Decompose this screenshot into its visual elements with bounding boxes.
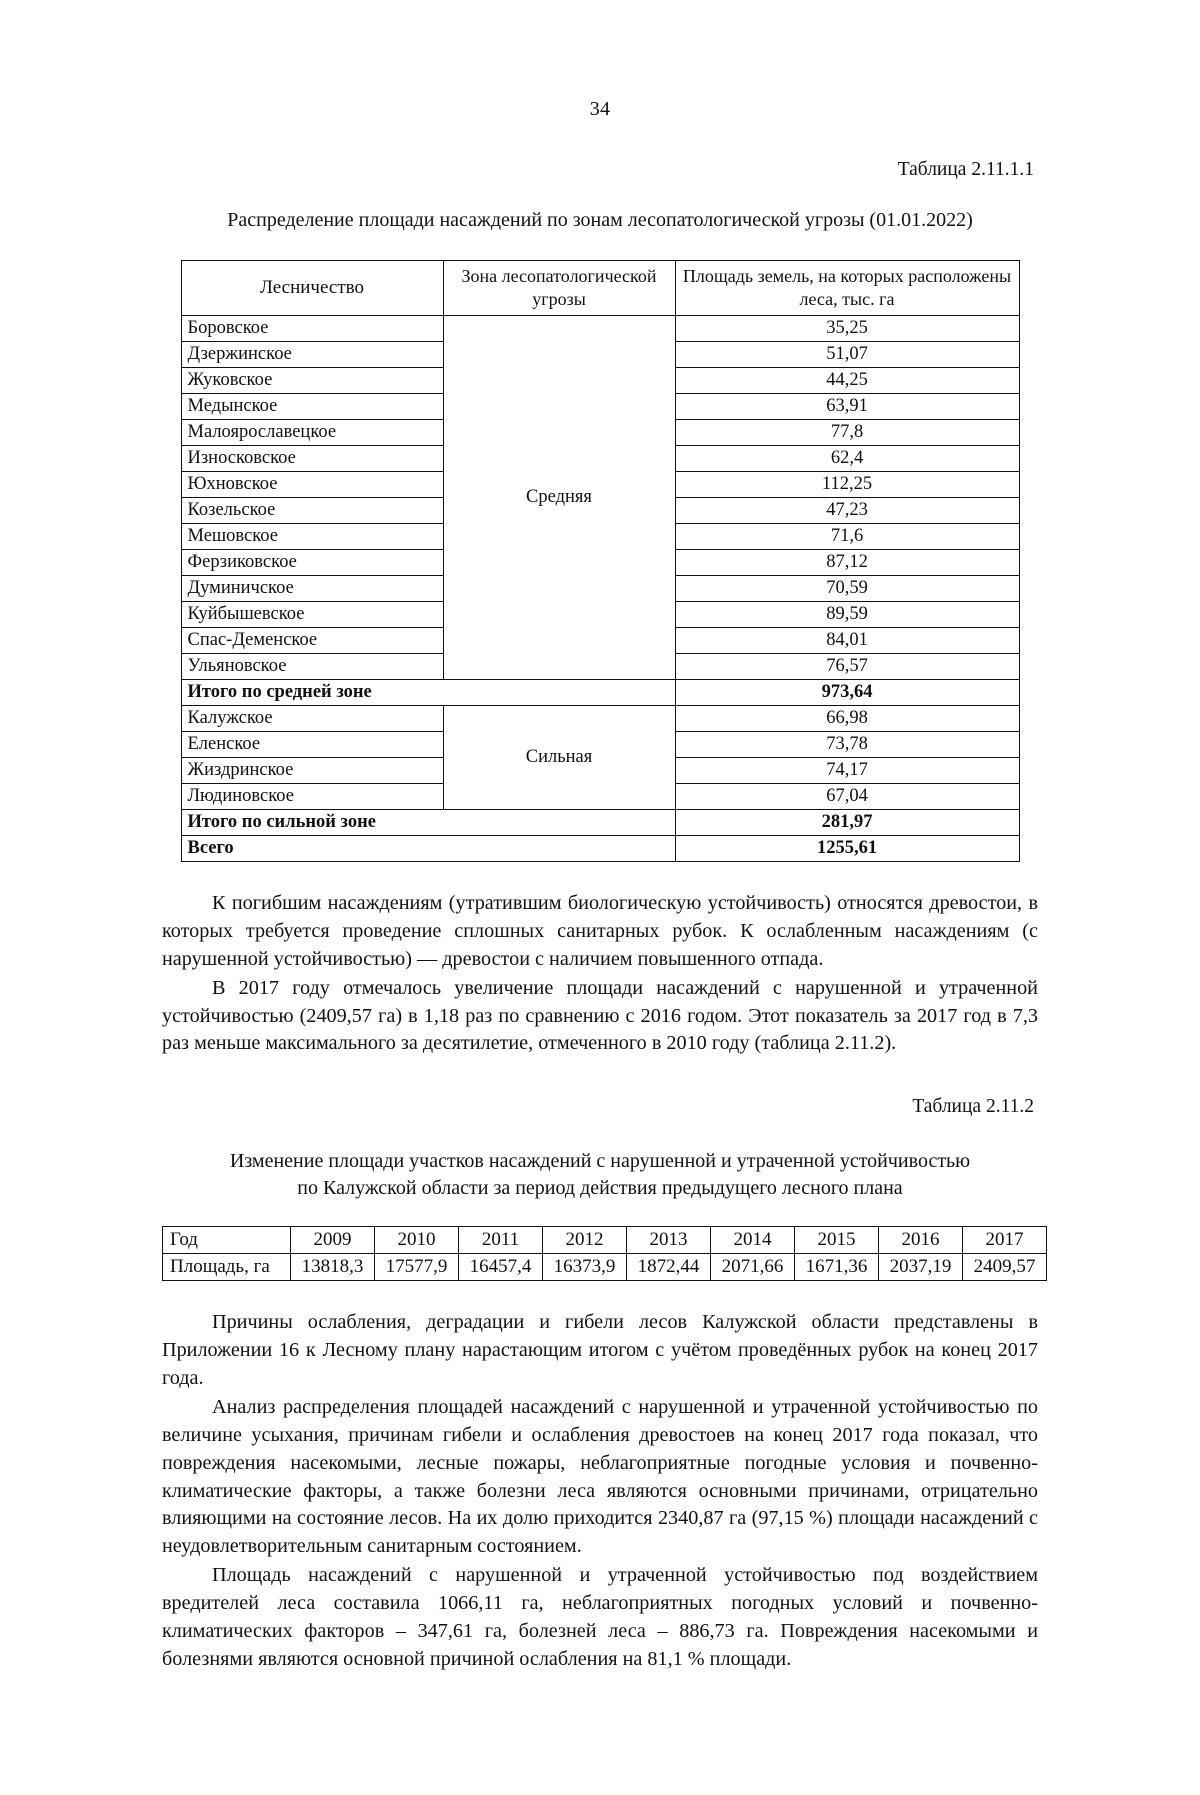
cell-lesnichestvo: Износковское [181, 446, 443, 472]
cell-year: 2012 [543, 1227, 627, 1254]
paragraph: В 2017 году отмечалось увеличение площади насаждений с нарушенной и утраченной устойчивостью (2409,57 га) в 1,18 раз по сравнению с 2016 годом. Этот показатель за 2017 год в 7,3 раз меньше максимального за десятилетие, отмеченного в 2010 году (таблица 2.11.2). [162, 976, 1038, 1055]
cell-lesnichestvo: Мешовское [181, 524, 443, 550]
cell-area: 66,98 [675, 706, 1019, 732]
cell-area: 89,59 [675, 602, 1019, 628]
cell-year: 2016 [879, 1227, 963, 1254]
table2-caption: Таблица 2.11.2 [912, 1096, 1034, 1118]
cell-area: 70,59 [675, 576, 1019, 602]
cell-year: 2009 [291, 1227, 375, 1254]
cell-area: 63,91 [675, 394, 1019, 420]
cell-lesnichestvo: Жуковское [181, 368, 443, 394]
cell-lesnichestvo: Дзержинское [181, 342, 443, 368]
cell-year: 2013 [627, 1227, 711, 1254]
cell-area: 74,17 [675, 758, 1019, 784]
page-content [162, 159, 1038, 1674]
header-zone: Зона лесопатологической угрозы [443, 261, 675, 316]
paragraph: К погибшим насаждениям (утратившим биологическую устойчивость) относятся древостои, в которых требуется проведение сплошных санитарных рубок. К ослабленным насаждениям (с нарушенной устойчивостью) — древостои с наличием повышенного отпада. [162, 892, 1038, 970]
cell-year: 2015 [795, 1227, 879, 1254]
cell-zone-strong: Сильная [443, 706, 675, 810]
cell-area: 71,6 [675, 524, 1019, 550]
table1-title: Распределение площади насаждений по зонам лесопатологической угрозы (01.01.2022) [227, 209, 973, 231]
cell-area-value: 2071,66 [711, 1254, 795, 1281]
header-area: Площадь земель, на которых расположены леса, тыс. га [675, 261, 1019, 316]
paragraphs-after-table2 [162, 1309, 1038, 1673]
table2-title-line2: по Калужской области за период действия предыдущего лесного плана [297, 1177, 903, 1200]
cell-area-value: 13818,3 [291, 1254, 375, 1281]
cell-lesnichestvo: Еленское [181, 732, 443, 758]
table2-title-line1: Изменение площади участков насаждений с нарушенной и утраченной устойчивостью [229, 1150, 971, 1173]
cell-area: 76,57 [675, 654, 1019, 680]
table-row-total-medium [181, 680, 1019, 706]
cell-year: 2010 [375, 1227, 459, 1254]
paragraph: Площадь насаждений с нарушенной и утраченной устойчивостью под воздействием вредителей леса составила 1066,11 га, неблагоприятных погодных условий и почвенно-климатических факторов – 347,61 га, болезней леса – 886,73 га. Повреждения насекомыми и болезнями являются основной причиной ослабления на 81,1 % площади. [162, 1564, 1038, 1670]
forest-zones-table [181, 260, 1020, 862]
cell-area-value: 16373,9 [543, 1254, 627, 1281]
cell-year: 2011 [459, 1227, 543, 1254]
table-row [181, 316, 1019, 342]
cell-lesnichestvo: Малоярославецкое [181, 420, 443, 446]
table2-title [162, 1148, 1038, 1202]
cell-lesnichestvo: Калужское [181, 706, 443, 732]
cell-year-label: Год [163, 1227, 291, 1254]
table-row-total-strong [181, 810, 1019, 836]
cell-area: 77,8 [675, 420, 1019, 446]
cell-area: 44,25 [675, 368, 1019, 394]
cell-area-value: 17577,9 [375, 1254, 459, 1281]
cell-lesnichestvo: Боровское [181, 316, 443, 342]
page-number: 34 [589, 98, 611, 120]
cell-lesnichestvo: Юхновское [181, 472, 443, 498]
header-lesnichestvo: Лесничество [181, 261, 443, 316]
cell-area-label: Площадь, га [163, 1254, 291, 1281]
paragraph: Анализ распределения площадей насаждений с нарушенной и утраченной устойчивостью по величине усыхания, причинам гибели и ослабления древостоев на конец 2017 года показал, что повреждения насекомыми, лесные пожары, неблагоприятные погодные условия и почвенно-климатические факторы, а также болезни леса являются основными причинами, отрицательно влияющими на состояние лесов. На их долю приходится 2340,87 га (97,15 %) площади насаждений с неудовлетворительным санитарным состоянием. [162, 1395, 1038, 1558]
cell-total-value: 281,97 [675, 810, 1019, 836]
cell-total-label: Итого по средней зоне [181, 680, 675, 706]
cell-area: 67,04 [675, 784, 1019, 810]
cell-area: 84,01 [675, 628, 1019, 654]
cell-area-value: 16457,4 [459, 1254, 543, 1281]
cell-area: 51,07 [675, 342, 1019, 368]
cell-lesnichestvo: Жиздринское [181, 758, 443, 784]
cell-area: 73,78 [675, 732, 1019, 758]
table-header-row [181, 261, 1019, 316]
cell-lesnichestvo: Медынское [181, 394, 443, 420]
table1-head [181, 261, 1019, 316]
cell-area: 35,25 [675, 316, 1019, 342]
cell-area-value: 2037,19 [879, 1254, 963, 1281]
table2-body [163, 1227, 1047, 1281]
table-row-grand-total [181, 836, 1019, 862]
cell-year: 2017 [963, 1227, 1047, 1254]
table1-body [181, 316, 1019, 862]
document-page [0, 98, 1200, 1795]
cell-total-label: Итого по сильной зоне [181, 810, 675, 836]
area-by-year-table [162, 1226, 1047, 1281]
cell-area: 112,25 [675, 472, 1019, 498]
paragraph: Причины ослабления, деградации и гибели лесов Калужской области представлены в Приложении 16 к Лесному плану нарастающим итогом с учётом проведённых рубок на конец 2017 года. [162, 1311, 1038, 1389]
cell-grandtotal-label: Всего [181, 836, 675, 862]
cell-lesnichestvo: Спас-Деменское [181, 628, 443, 654]
cell-lesnichestvo: Козельское [181, 498, 443, 524]
cell-area-value: 2409,57 [963, 1254, 1047, 1281]
table1-caption: Таблица 2.11.1.1 [897, 159, 1034, 180]
cell-lesnichestvo: Ферзиковское [181, 550, 443, 576]
cell-lesnichestvo: Ульяновское [181, 654, 443, 680]
table-row-years [163, 1227, 1047, 1254]
cell-lesnichestvo: Людиновское [181, 784, 443, 810]
cell-zone-medium: Средняя [443, 316, 675, 680]
cell-area: 62,4 [675, 446, 1019, 472]
cell-area: 47,23 [675, 498, 1019, 524]
cell-area-value: 1872,44 [627, 1254, 711, 1281]
cell-year: 2014 [711, 1227, 795, 1254]
paragraphs-after-table1 [162, 890, 1038, 1058]
cell-area-value: 1671,36 [795, 1254, 879, 1281]
table-row-areas [163, 1254, 1047, 1281]
cell-total-value: 973,64 [675, 680, 1019, 706]
cell-lesnichestvo: Думиничское [181, 576, 443, 602]
table-row [181, 706, 1019, 732]
cell-area: 87,12 [675, 550, 1019, 576]
cell-grandtotal-value: 1255,61 [675, 836, 1019, 862]
cell-lesnichestvo: Куйбышевское [181, 602, 443, 628]
